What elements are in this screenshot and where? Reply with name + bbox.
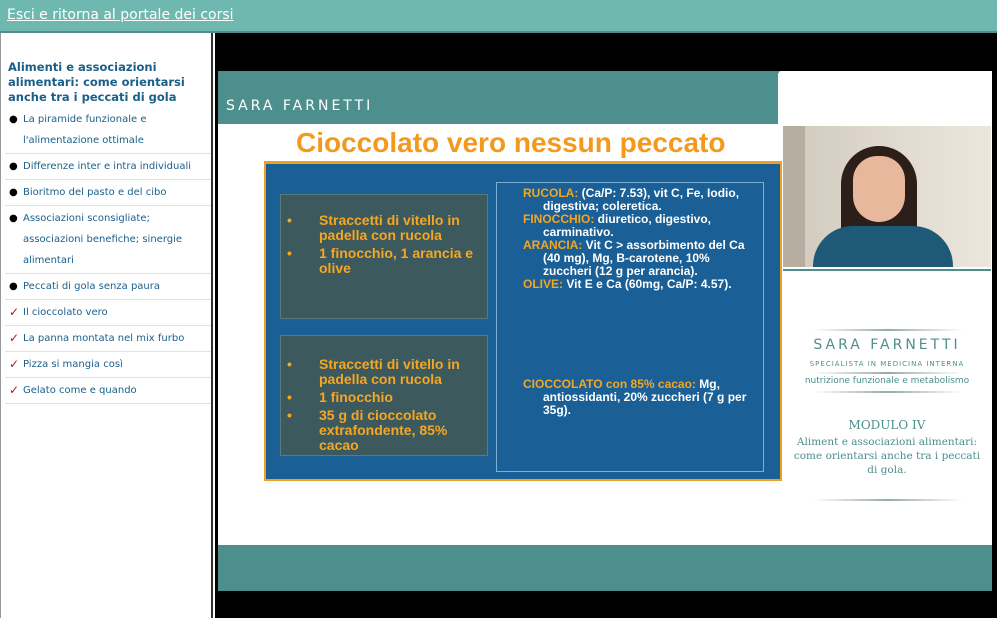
lesson-label: Bioritmo del pasto e del cibo: [23, 187, 167, 198]
nutrient-key: RUCOLA:: [523, 186, 579, 200]
nutrient-key: ARANCIA:: [523, 238, 583, 252]
lesson-label: Associazioni sconsigliate; associazioni benefiche; sinergie alimentari: [23, 213, 183, 266]
nutrient-text: Vit E e Ca (60mg, Ca/P: 4.57).: [563, 277, 732, 291]
menu-item: • Straccetti di vitello in padella con rucola: [287, 213, 479, 243]
menu-item: • Straccetti di vitello in padella con rucola: [287, 357, 479, 387]
video-frame: [218, 71, 992, 591]
bullet-icon: ●: [9, 213, 18, 224]
card-divider: [813, 499, 963, 501]
lesson-item[interactable]: [5, 274, 211, 300]
lesson-item[interactable]: [5, 206, 211, 274]
module-card: [783, 269, 991, 545]
card-top-bar: [783, 269, 991, 271]
slide-title: Cioccolato vero nessun peccato: [296, 127, 726, 158]
lesson-label: Pizza si mangia così: [23, 359, 123, 370]
checkmark-icon: ✓: [9, 357, 20, 371]
card-module: MODULO IV: [848, 418, 926, 432]
lesson-label: La panna montata nel mix furbo: [23, 333, 185, 344]
nutrient-entry: [523, 187, 755, 213]
lesson-label: Il cioccolato vero: [23, 307, 108, 318]
nutrient-text: (Ca/P: 7.53), vit C, Fe, Iodio, digestiva; coleretica.: [543, 186, 740, 213]
header-decoration: [740, 71, 780, 124]
nutrient-entry: [523, 239, 755, 278]
bullet-icon: ●: [9, 161, 18, 172]
background-lamp: [783, 126, 805, 267]
nutrient-text: Vit C > assorbimento del Ca (40 mg), Mg, B-carotene, 10% zuccheri (12 g per arancia).: [543, 238, 745, 278]
card-subtitle: nutrizione funzionale e metabolismo: [804, 376, 970, 386]
lesson-item[interactable]: [5, 326, 211, 352]
lesson-item[interactable]: [5, 107, 211, 154]
nutrient-entry: [523, 213, 755, 239]
nutrient-entry: [523, 278, 755, 291]
video-player[interactable]: [215, 33, 997, 618]
lesson-label: La piramide funzionale e l'alimentazione ottimale: [23, 114, 147, 146]
nutrient-text: diuretico, digestivo, carminativo.: [543, 212, 712, 239]
lesson-item[interactable]: [5, 180, 211, 206]
menu-box-1: [280, 194, 488, 319]
card-description: Aliment e associazioni alimentari: come orientarsi anche tra i peccati di gola.: [793, 436, 981, 476]
checkmark-icon: ✓: [9, 383, 20, 397]
menu-item: • 35 g di cioccolato extrafondente, 85% cacao: [287, 408, 479, 453]
card-divider: [813, 372, 963, 374]
nutrient-text: Mg, antiossidanti, 20% zuccheri (7 g per 35g).: [543, 377, 747, 417]
exit-portal-link[interactable]: Esci e ritorna al portale dei corsi: [7, 7, 234, 23]
checkmark-icon: ✓: [9, 331, 20, 345]
bullet-icon: ●: [9, 187, 18, 198]
nutrient-key: OLIVE:: [523, 277, 564, 291]
card-specialty: SPECIALISTA IN MEDICINA INTERNA: [809, 360, 965, 368]
bullet-icon: ●: [9, 114, 18, 125]
course-title: Alimenti e associazioni alimentari: come orientarsi anche tra i peccati di gola: [8, 60, 185, 104]
top-bar: [0, 0, 997, 33]
nutrient-entry: [523, 378, 755, 417]
lesson-label: Gelato come e quando: [23, 385, 137, 396]
slide-brand: SARA FARNETTI: [226, 98, 374, 114]
speaker-face: [853, 156, 905, 222]
lesson-label: Peccati di gola senza paura: [23, 281, 160, 292]
nutrient-key: CIOCCOLATO con 85% cacao:: [523, 377, 696, 391]
nutrient-key: FINOCCHIO:: [523, 212, 595, 226]
sidebar: [0, 33, 213, 618]
menu-item: • 1 finocchio: [287, 390, 479, 405]
slide-footer: [218, 545, 992, 591]
nutrient-box: [496, 182, 764, 472]
card-divider: [813, 391, 963, 393]
menu-item: • 1 finocchio, 1 arancia e olive: [287, 246, 479, 276]
menu-box-2: [280, 335, 488, 456]
speaker-video: [783, 126, 991, 267]
lesson-item[interactable]: [5, 300, 211, 326]
checkmark-icon: ✓: [9, 305, 20, 319]
card-divider: [813, 329, 963, 331]
lesson-item[interactable]: [5, 352, 211, 378]
speaker-body: [813, 226, 953, 267]
card-brand: SARA FARNETTI: [813, 337, 961, 353]
lesson-item[interactable]: [5, 154, 211, 180]
slide-panel: [264, 161, 782, 481]
bullet-icon: ●: [9, 281, 18, 292]
lesson-item[interactable]: [5, 378, 211, 404]
lesson-menu: [5, 107, 211, 404]
lesson-label: Differenze inter e intra individuali: [23, 161, 192, 172]
